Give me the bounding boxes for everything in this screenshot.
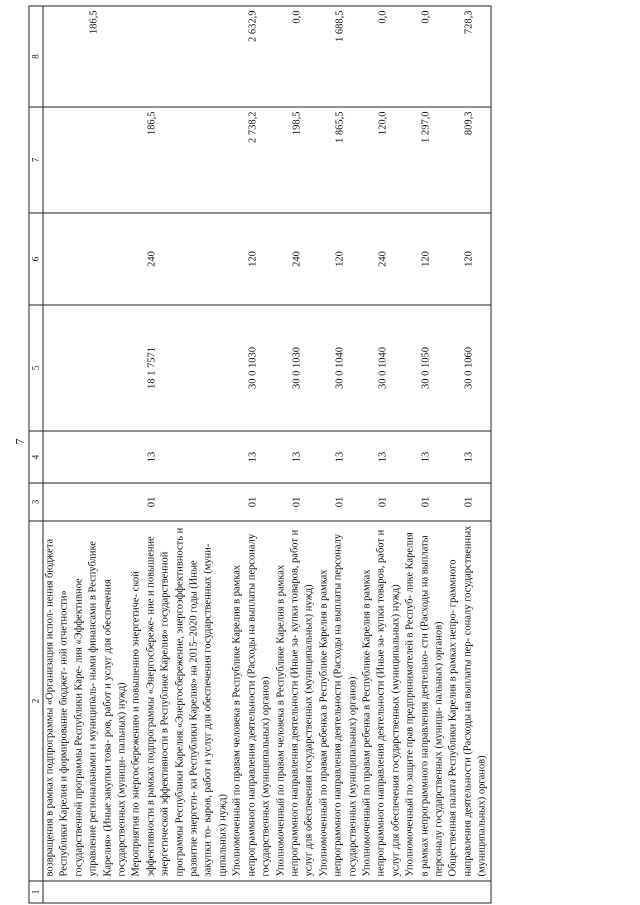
subsection-code: 13 xyxy=(403,431,446,483)
amount-col8 xyxy=(129,6,230,107)
section-code: 01 xyxy=(403,483,446,521)
amount-col7: 2 738,2 xyxy=(230,107,273,213)
target-item-code: 18 1 7571 xyxy=(129,305,230,431)
column-header-7: 7 xyxy=(29,107,43,213)
budget-table-page xyxy=(28,7,604,904)
subsection-code: 13 xyxy=(360,431,403,483)
row-description: Уполномоченный по правам человека в Республике Карелия в рамках непрограммного направления деятельности (Расходы на выплаты персоналу государственных (муниципальных) органов) xyxy=(230,521,273,881)
target-item-code xyxy=(43,305,130,431)
section-code: 01 xyxy=(274,483,317,521)
column-header-6: 6 xyxy=(29,213,43,305)
table-row xyxy=(446,6,490,903)
column-header-8: 8 xyxy=(29,6,43,107)
row-description: Мероприятия по энергосбережению и повышению энергетиче- ской эффективности в рамках подпрограммы «Энергосбереже- ние и повышение энергетической эффективности в Республике Карелия» государственной программы Республики Карелия «Энергосбережение, энергоэффективность и развитие энергети- ки Республики Карелия» на 2015–2020 годы (Иные закупки то- варов, работ и услуг для обеспечения государственных (муни- ципальных) нужд) xyxy=(129,521,230,881)
amount-col8: 186,5 xyxy=(43,6,130,107)
amount-col8: 0,0 xyxy=(403,6,446,107)
table-row xyxy=(360,6,403,903)
target-item-code: 30 0 1060 xyxy=(446,305,490,431)
subsection-code xyxy=(43,431,130,483)
row-number-cell xyxy=(274,881,317,903)
amount-col7: 198,5 xyxy=(274,107,317,213)
page-number: 7 xyxy=(12,438,27,445)
target-item-code: 30 0 1050 xyxy=(403,305,446,431)
table-row xyxy=(129,6,230,903)
target-item-code: 30 0 1030 xyxy=(230,305,273,431)
section-code: 01 xyxy=(129,483,230,521)
subsection-code: 13 xyxy=(230,431,273,483)
expense-type-code: 240 xyxy=(129,213,230,305)
amount-col7: 120,0 xyxy=(360,107,403,213)
subsection-code: 13 xyxy=(317,431,360,483)
column-header-4: 4 xyxy=(29,431,43,483)
row-description: Уполномоченный по правам ребенка в Республике Карелия в рамках непрограммного направления деятельности (Расходы на выплаты персоналу государственных (муниципальных) органов) xyxy=(317,521,360,881)
table-row xyxy=(317,6,360,903)
section-code: 01 xyxy=(230,483,273,521)
amount-col8: 2 632,9 xyxy=(230,6,273,107)
expense-type-code: 120 xyxy=(403,213,446,305)
row-description: Уполномоченный по правам человека в Республике Карелия в рамках непрограммного направления деятельности (Иные за- купки товаров, работ и услуг для обеспечения государственных (муниципальных) нужд) xyxy=(274,521,317,881)
subsection-code: 13 xyxy=(129,431,230,483)
budget-table xyxy=(28,6,491,904)
expense-type-code: 240 xyxy=(274,213,317,305)
amount-col7: 809,3 xyxy=(446,107,490,213)
amount-col8: 0,0 xyxy=(360,6,403,107)
expense-type-code xyxy=(43,213,130,305)
column-header-5: 5 xyxy=(29,305,43,431)
row-description: возвращения в рамках подпрограммы «Организация испол- нения бюджета Республики Карелия и формирование бюджет- ной отчетности» государственной программы Республики Каре- лия «Эффективное управление региональными и муниципаль- ными финансами в Республике Карелия» (Иные закупки това- ров, работ и услуг для обеспечения государственных (муници- пальных) нужд) xyxy=(43,521,130,881)
target-item-code: 30 0 1040 xyxy=(360,305,403,431)
header-row xyxy=(29,6,43,903)
row-number-cell xyxy=(317,881,360,903)
row-number-cell xyxy=(446,881,490,903)
row-number-cell xyxy=(129,881,230,903)
amount-col8: 0,0 xyxy=(274,6,317,107)
amount-col7 xyxy=(43,107,130,213)
expense-type-code: 120 xyxy=(446,213,490,305)
row-number-cell xyxy=(230,881,273,903)
expense-type-code: 120 xyxy=(230,213,273,305)
table-row xyxy=(274,6,317,903)
amount-col8: 728,3 xyxy=(446,6,490,107)
column-header-3: 3 xyxy=(29,483,43,521)
amount-col7: 1 865,5 xyxy=(317,107,360,213)
table-row xyxy=(230,6,273,903)
expense-type-code: 120 xyxy=(317,213,360,305)
target-item-code: 30 0 1030 xyxy=(274,305,317,431)
table-row xyxy=(403,6,446,903)
subsection-code: 13 xyxy=(446,431,490,483)
row-number-cell xyxy=(43,881,130,903)
table-row xyxy=(43,6,130,903)
row-description: Общественная палата Республики Карелия в рамках непро- граммного направления деятельности (Расходы на выплаты пер- соналу государственных (муниципальных) органов) xyxy=(446,521,490,881)
row-description: Уполномоченный по правам ребенка в Республике Карелия в рамках непрограммного направления деятельности (Иные за- купки товаров, работ и услуг для обеспечения государственных (муниципальных) нужд) xyxy=(360,521,403,881)
amount-col8: 1 688,5 xyxy=(317,6,360,107)
section-code: 01 xyxy=(317,483,360,521)
row-description: Уполномоченный по защите прав предпринимателей в Респуб- лике Карелия в рамках непрограммного направления деятельно- сти (Расходы на выплаты персоналу государственных (муници- пальных) органов) xyxy=(403,521,446,881)
row-number-cell xyxy=(403,881,446,903)
target-item-code: 30 0 1040 xyxy=(317,305,360,431)
amount-col7: 1 297,0 xyxy=(403,107,446,213)
amount-col7: 186,5 xyxy=(129,107,230,213)
column-header-1: 1 xyxy=(29,881,43,903)
section-code xyxy=(43,483,130,521)
subsection-code: 13 xyxy=(274,431,317,483)
section-code: 01 xyxy=(446,483,490,521)
section-code: 01 xyxy=(360,483,403,521)
expense-type-code: 240 xyxy=(360,213,403,305)
row-number-cell xyxy=(360,881,403,903)
column-header-2: 2 xyxy=(29,521,43,881)
